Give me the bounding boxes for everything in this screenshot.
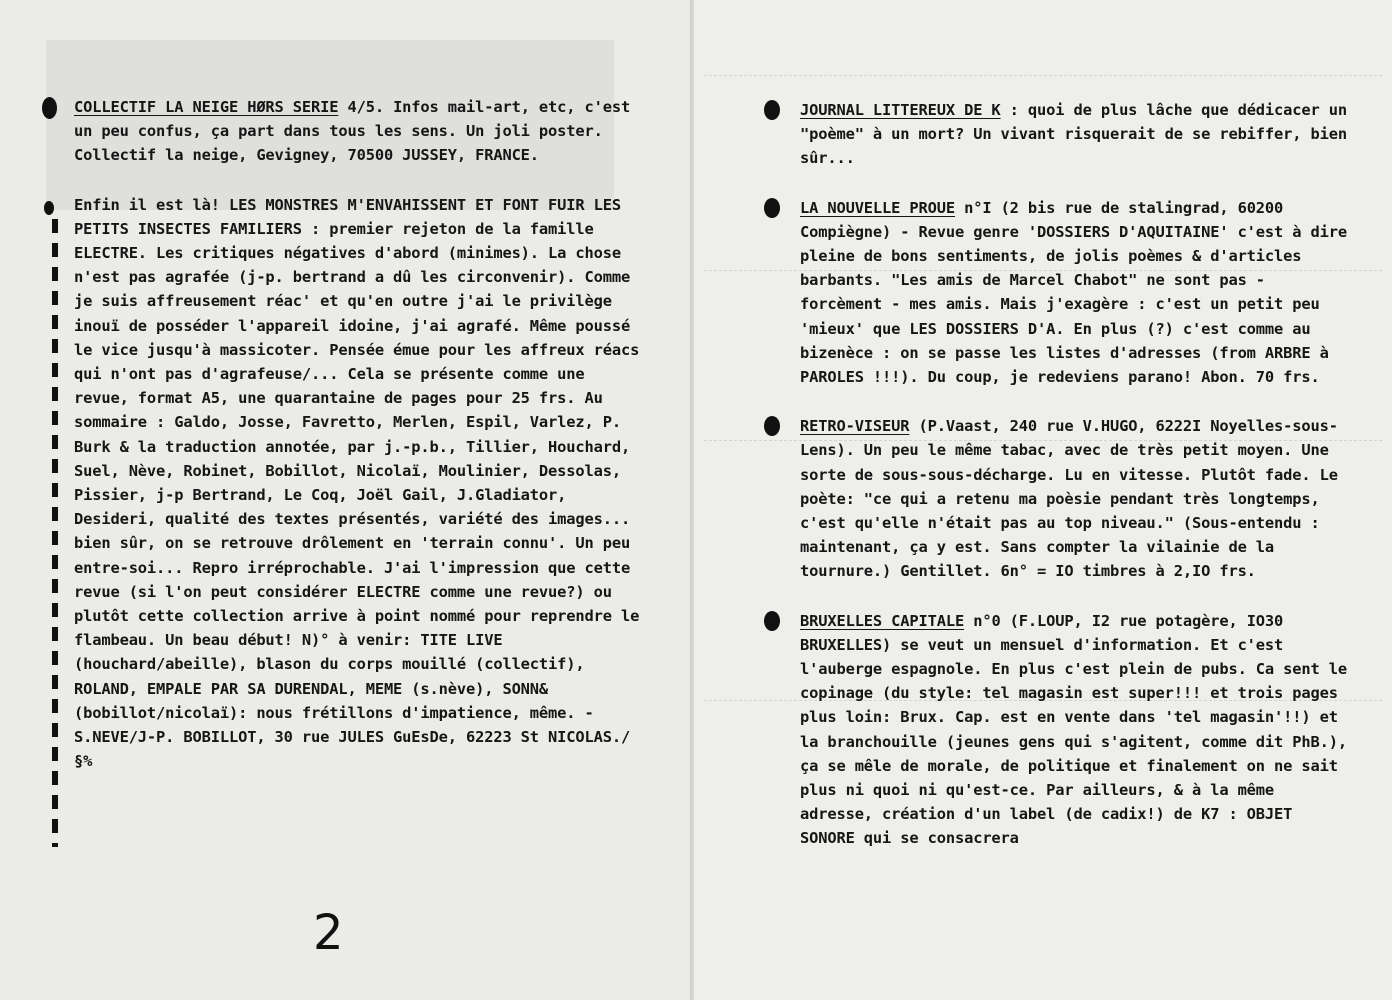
review-body: (P.Vaast, 240 rue V.HUGO, 6222I Noyelles-sous-Lens). Un peu le même tabac, avec de très petit moyen. Une sorte de sous-sous-décharge. Lu en vitesse. Plutôt fade. Le poète: "ce qui a retenu ma poèsie pendant très longtemps, c'est qu'elle n'était pas au top niveau." (Sous-entendu : maintenant, ça y est. Sans compter la vilainie de la tournure.) Gentillet. 6n° = IO timbres à 2,IO frs. <box>800 417 1338 581</box>
bullet-dot-icon <box>764 611 780 631</box>
review-entry <box>800 414 1350 583</box>
bleed-through-line <box>704 75 1382 77</box>
bullet-dot-icon <box>764 100 780 120</box>
margin-bar-mark <box>52 219 58 847</box>
review-heading: BRUXELLES CAPITALE <box>800 611 965 630</box>
review-body: : quoi de plus lâche que dédicacer un "poème" à un mort? Un vivant risquerait de se rebiffer, bien sûr... <box>800 101 1347 168</box>
review-entry <box>800 196 1350 390</box>
bullet-dot-icon <box>42 97 57 119</box>
review-text <box>800 98 1350 171</box>
left-column <box>74 95 644 773</box>
review-text <box>74 193 644 774</box>
bullet-dot-icon <box>44 201 54 215</box>
review-heading: LA NOUVELLE PROUE <box>800 198 955 217</box>
review-entry <box>800 609 1350 851</box>
review-text <box>800 196 1350 390</box>
right-column <box>800 98 1350 851</box>
review-body: Enfin il est là! LES MONSTRES M'ENVAHISSENT ET FONT FUIR LES PETITS INSECTES FAMILIERS : premier rejeton de la famille ELECTRE. Les critiques négatives d'abord (minimes). La chose n'est pas agrafée (j-p. bertrand a dû les circonvenir). Comme je suis affreusement réac' et qu'en outre j'ai le privilège inouï de posséder l'appareil idoine, j'ai agrafé. Même poussé le vice jusqu'à massicoter. Pensée émue pour les affreux réacs qui n'ont pas d'agrafeuse/... Cela se présente comme une revue, format A5, une quarantaine de pages pour 25 frs. Au sommaire : Galdo, Josse, Favretto, Merlen, Espil, Varlez, P. Burk & la traduction annotée, par j.-p.b., Tillier, Houchard, Suel, Nève, Robinet, Bobillot, Nicolaï, Moulinier, Dessolas, Pissier, j-p Bertrand, Le Coq, Joël Gail, J.Gladiator, Desideri, qualité des textes présentés, variété des images... bien sûr, on se retrouve drôlement en 'terrain connu'. Un peu entre-soi... Repro irréprochable. J'ai l'impression que cette revue (si l'on peut considérer ELECTRE comme une revue?) ou plutôt cette collection arrive à point nommé pour reprendre le flambeau. Un beau début! N)° à venir: TITE LIVE (houchard/abeille), blason du corps mouillé (collectif), ROLAND, EMPALE PAR SA DURENDAL, MEME (s.nève), SONN& (bobillot/nicolaï): nous frétillons d'impatience, même. - S.NEVE/J-P. BOBILLOT, 30 rue JULES GuEsDe, 62223 St NICOLAS./§% <box>74 195 640 771</box>
right-page <box>694 0 1392 1000</box>
review-text <box>74 95 644 168</box>
review-entry <box>74 193 644 774</box>
review-text <box>800 609 1350 851</box>
bullet-dot-icon <box>764 198 780 218</box>
review-body: n°I (2 bis rue de stalingrad, 60200 Compiègne) - Revue genre 'DOSSIERS D'AQUITAINE' c'est à dire pleine de bons sentiments, de jolis poèmes & d'articles barbants. "Les amis de Marcel Chabot" ne sont pas - forcèment - mes amis. Mais j'exagère : c'est un petit peu 'mieux' que LES DOSSIERS D'A. En plus (?) c'est comme au bizenèce : on se passe les listes d'adresses (from ARBRE à PAROLES !!!). Du coup, je redeviens parano! Abon. 70 frs. <box>800 198 1347 387</box>
page-number: 2 <box>313 905 344 961</box>
review-heading: JOURNAL LITTEREUX DE K <box>800 101 1001 119</box>
review-heading: COLLECTIF LA NEIGE HØRS SERIE <box>74 98 339 116</box>
review-entry <box>74 95 644 168</box>
review-entry <box>800 98 1350 171</box>
review-heading: RETRO-VISEUR <box>800 417 910 436</box>
review-text <box>800 414 1350 583</box>
left-page <box>0 0 692 1000</box>
review-body: n°0 (F.LOUP, I2 rue potagère, IO30 BRUXELLES) se veut un mensuel d'information. Et c'est l'auberge espagnole. En plus c'est plein de pubs. Ca sent le copinage (du style: tel magasin est super!!! et trois pages plus loin: Brux. Cap. est en vente dans 'tel magasin'!!) et la branchouille (jeunes gens qui s'agitent, comme dit PhB.), ça se mêle de morale, de politique et finalement on ne sait plus ni quoi ni qu'est-ce. Par ailleurs, & à la même adresse, création d'un label (de cadix!) de K7 : OBJET SONORE qui se consacrera <box>800 611 1347 848</box>
bullet-dot-icon <box>764 416 780 436</box>
review-body: 4/5. Infos mail-art, etc, c'est un peu confus, ça part dans tous les sens. Un joli poster. Collectif la neige, Gevigney, 70500 JUSSEY, FRANCE. <box>74 98 631 165</box>
